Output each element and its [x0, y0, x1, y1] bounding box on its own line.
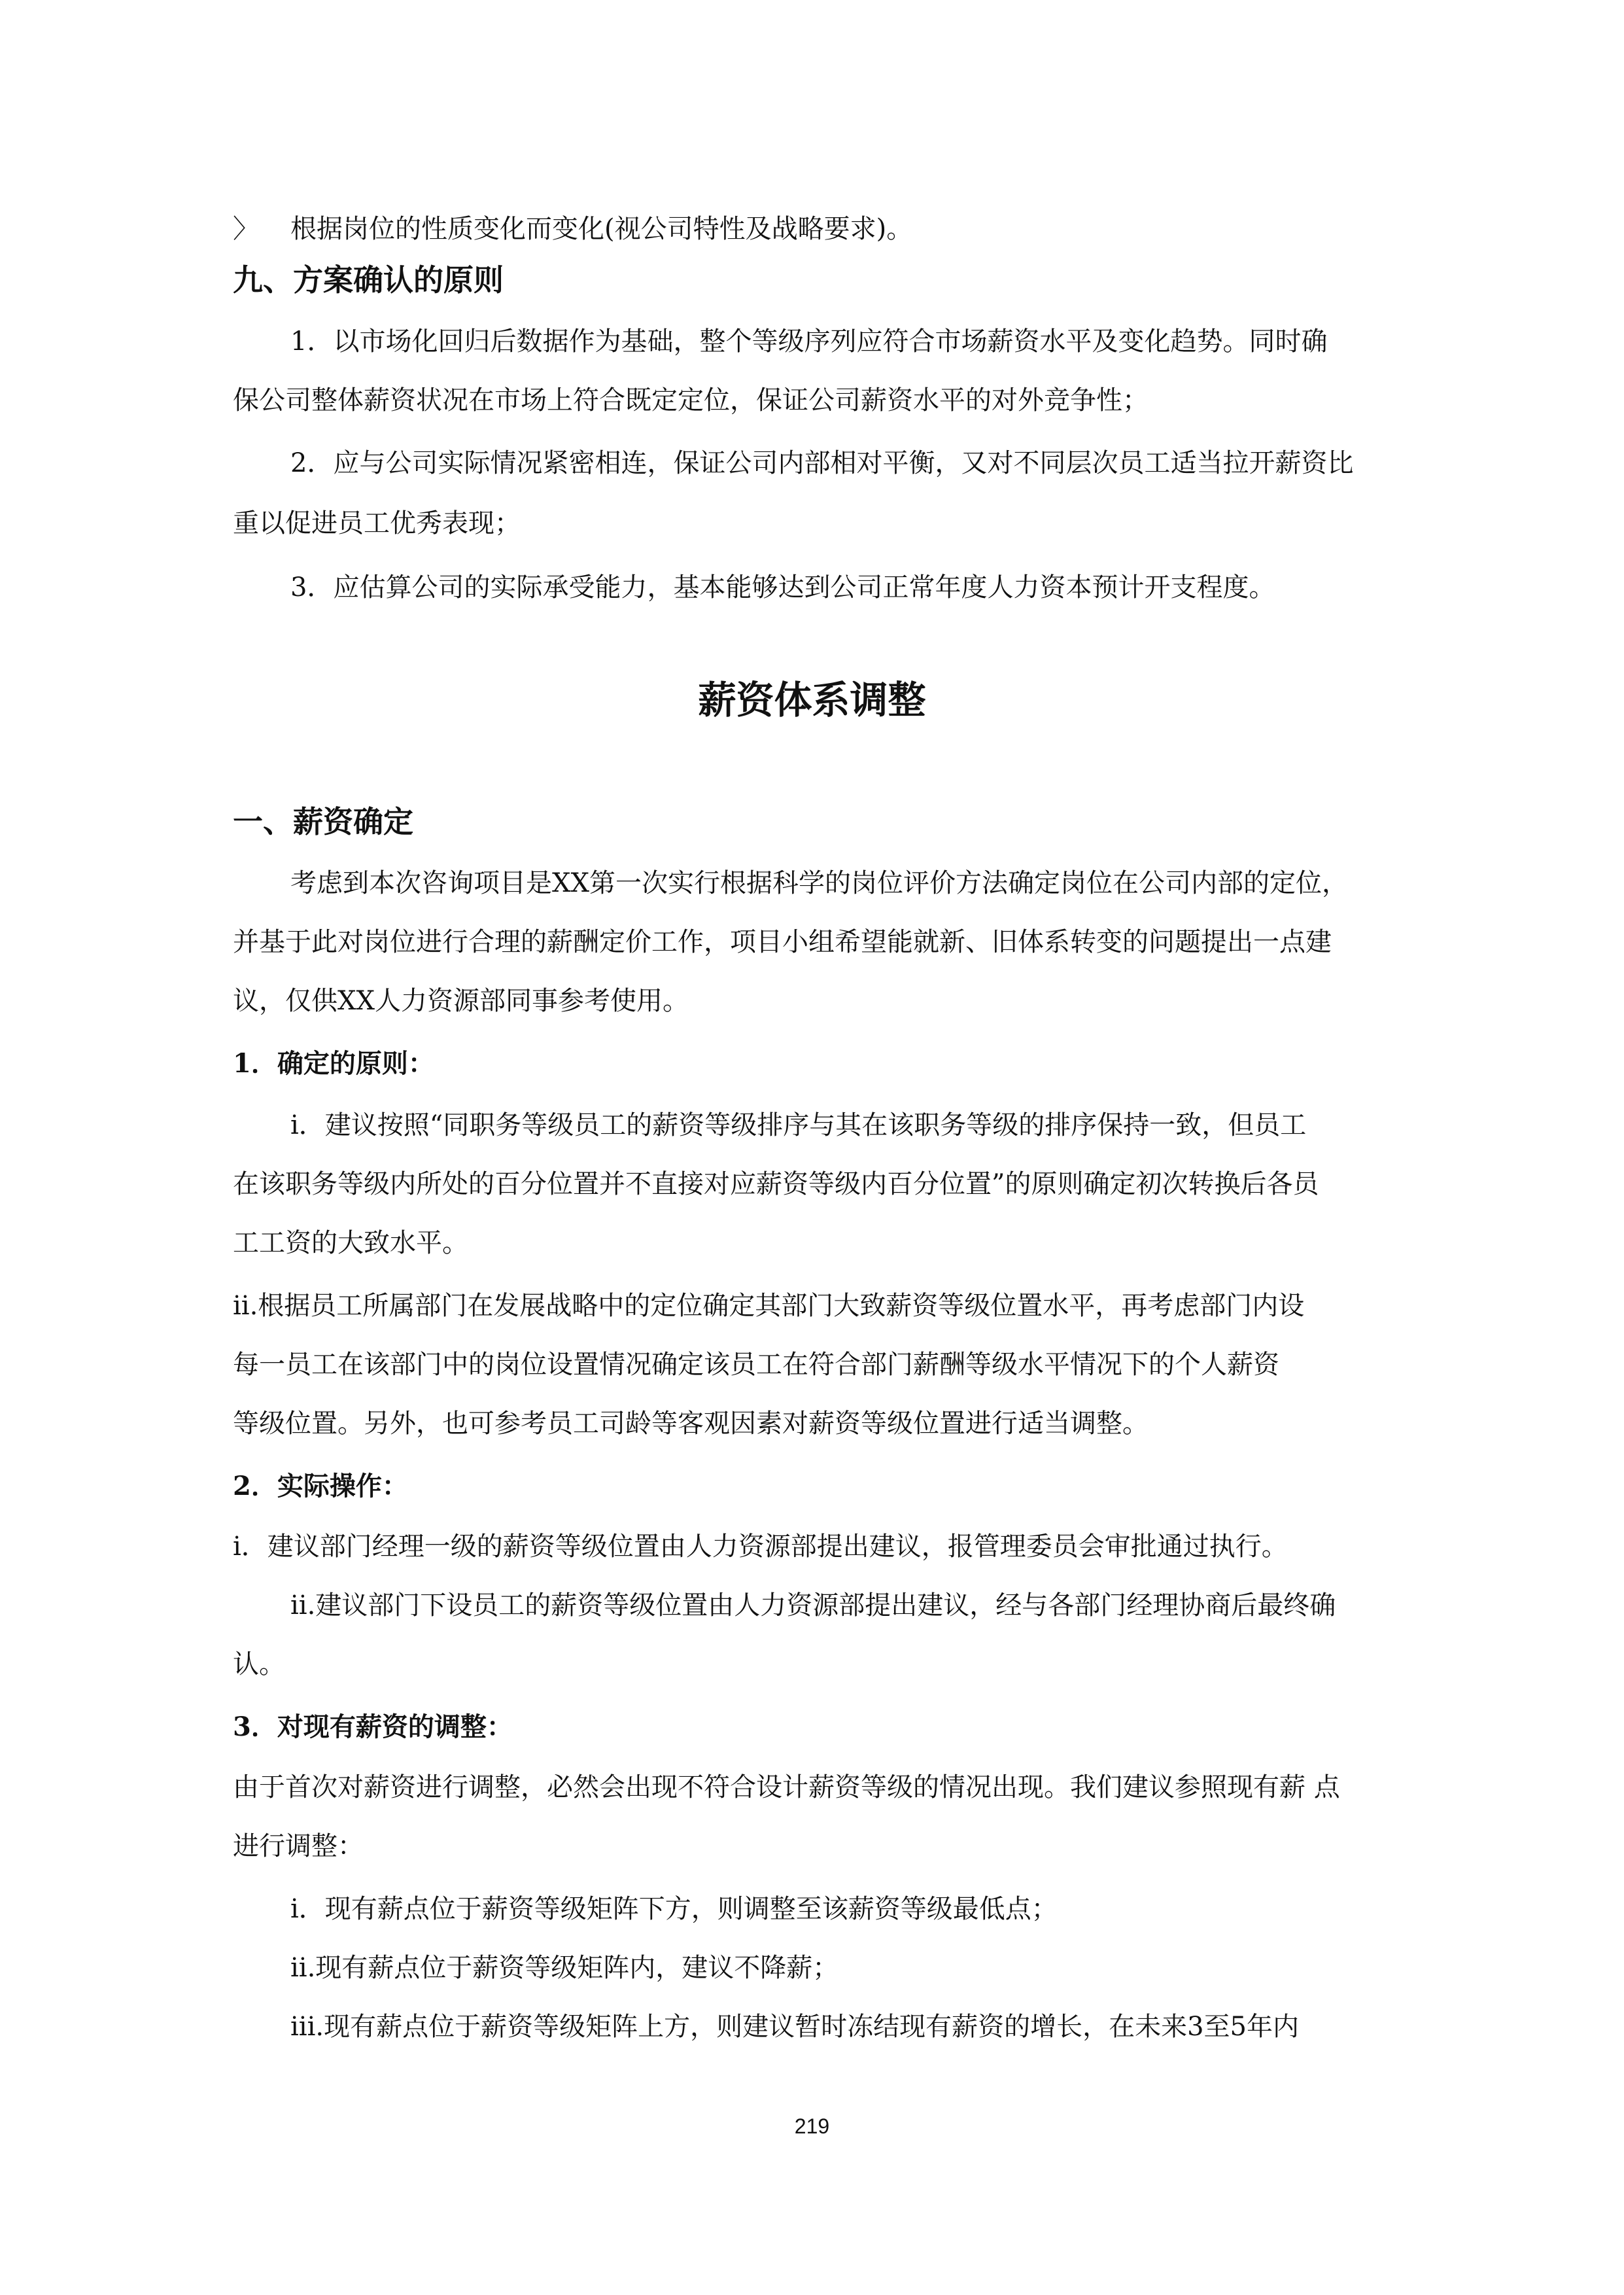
paragraph-line: 考虑到本次咨询项目是XX第一次实行根据科学的岗位评价方法确定岗位在公司内部的定位， [290, 868, 1348, 898]
paragraph-line: 每一员工在该部门中的岗位设置情况确定该员工在符合部门薪酬等级水平情况下的个人薪资 [233, 1350, 1279, 1380]
paragraph-line: ii.根据员工所属部门在发展战略中的定位确定其部门大致薪资等级位置水平，再考虑部门内设 [233, 1291, 1305, 1321]
subheading-adjustment: 3．对现有薪资的调整： [233, 1711, 513, 1742]
section-heading-1: 一、薪资确定 [233, 804, 413, 839]
paragraph-line: 认。 [233, 1649, 285, 1679]
list-item: ii.现有薪点位于薪资等级矩阵内，建议不降薪； [290, 1953, 839, 1983]
paragraph-line: 等级位置。另外，也可参考员工司龄等客观因素对薪资等级位置进行适当调整。 [233, 1409, 1149, 1439]
paragraph-line: 1．以市场化回归后数据作为基础，整个等级序列应符合市场薪资水平及变化趋势。同时确 [290, 326, 1328, 357]
paragraph-line: 工工资的大致水平。 [233, 1228, 468, 1258]
subheading-principles: 1．确定的原则： [233, 1048, 434, 1079]
bullet-text: 根据岗位的性质变化而变化(视公司特性及战略要求)。 [290, 214, 913, 244]
paragraph-line: 并基于此对岗位进行合理的薪酬定价工作，项目小组希望能就新、旧体系转变的问题提出一点建 [233, 927, 1332, 957]
paragraph-line: i．建议按照“同职务等级员工的薪资等级排序与其在该职务等级的排序保持一致，但员工 [290, 1110, 1307, 1140]
paragraph-line: 3．应估算公司的实际承受能力，基本能够达到公司正常年度人力资本预计开支程度。 [290, 572, 1275, 603]
paragraph-line: i．建议部门经理一级的薪资等级位置由人力资源部提出建议，报管理委员会审批通过执行。 [233, 1532, 1288, 1562]
subheading-operation: 2．实际操作： [233, 1471, 408, 1501]
list-item: iii.现有薪点位于薪资等级矩阵上方，则建议暂时冻结现有薪资的增长，在未来3至5年内 [290, 2012, 1299, 2042]
page-number: 219 [794, 2114, 830, 2138]
section-heading-9: 九、方案确认的原则 [233, 262, 504, 298]
paragraph-line: ii.建议部门下设员工的薪资等级位置由人力资源部提出建议，经与各部门经理协商后最终确 [290, 1590, 1336, 1621]
paragraph-line: 在该职务等级内所处的百分位置并不直接对应薪资等级内百分位置”的原则确定初次转换后各员 [233, 1169, 1319, 1199]
list-item: i．现有薪点位于薪资等级矩阵下方，则调整至该薪资等级最低点； [290, 1894, 1058, 1924]
paragraph-line: 2．应与公司实际情况紧密相连，保证公司内部相对平衡，又对不同层次员工适当拉开薪资比 [290, 448, 1354, 478]
paragraph-line: 保公司整体薪资状况在市场上符合既定定位，保证公司薪资水平的对外竞争性； [233, 385, 1149, 415]
paragraph-line: 重以促进员工优秀表现； [233, 508, 521, 538]
paragraph-line: 进行调整： [233, 1831, 364, 1861]
page-title: 薪资体系调整 [698, 678, 926, 722]
paragraph-line: 由于首次对薪资进行调整，必然会出现不符合设计薪资等级的情况出现。我们建议参照现有薪 点 [233, 1772, 1340, 1802]
bullet-marker: 〉 [233, 214, 259, 244]
paragraph-line: 议，仅供XX人力资源部同事参考使用。 [233, 986, 689, 1016]
